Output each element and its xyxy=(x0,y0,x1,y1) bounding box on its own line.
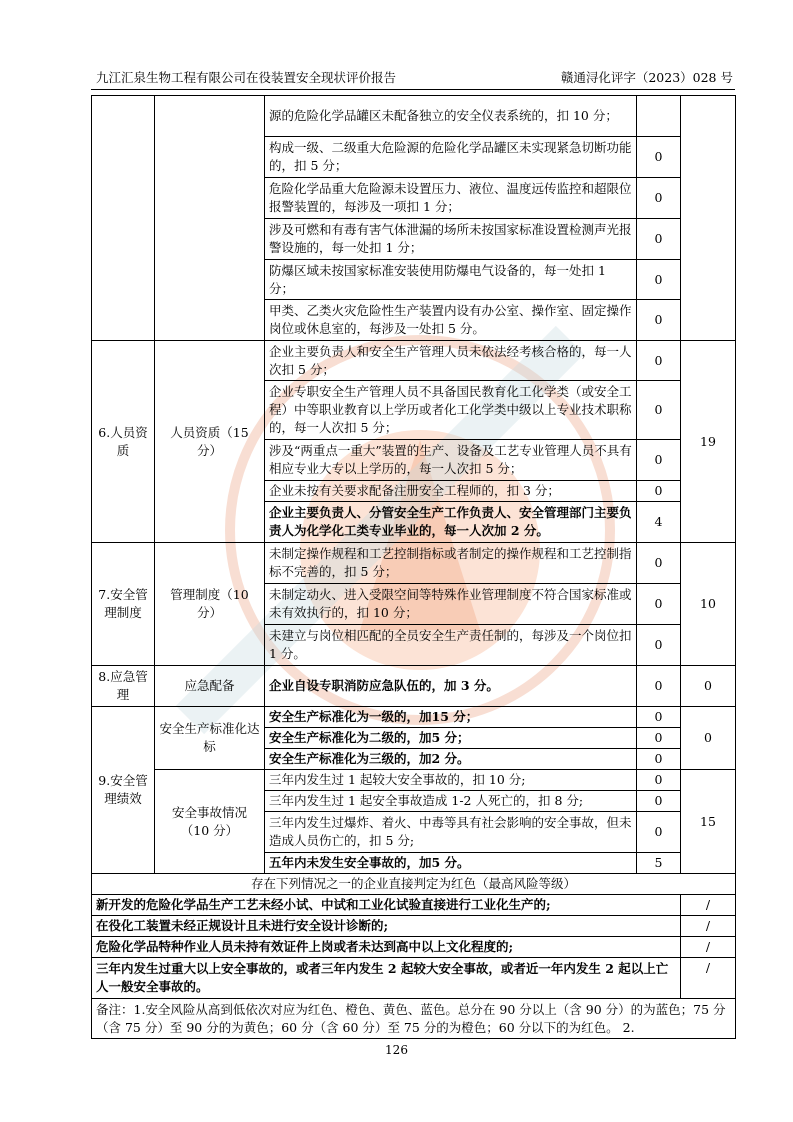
table-row xyxy=(92,666,736,707)
item-accident: 安全事故情况（10 分） xyxy=(155,770,265,874)
score-cell: 0 xyxy=(637,137,681,178)
table-row xyxy=(92,770,736,791)
score-cell: 0 xyxy=(637,178,681,219)
criterion-text: 构成一级、二级重大危险源的危险化学品罐区未实现紧急切断功能的，扣 5 分； xyxy=(265,137,637,178)
criterion-text: 企业主要负责人和安全生产管理人员未依法经考核合格的，每一人次扣 5 分； xyxy=(265,341,637,381)
criterion-text: 企业自设专职消防应急队伍的，加 3 分。 xyxy=(265,666,637,707)
red-criterion-mark: / xyxy=(681,958,736,999)
red-criteria-title: 存在下列情况之一的企业直接判定为红色（最高风险等级） xyxy=(92,874,736,895)
category-personnel: 6.人员资质 xyxy=(92,341,155,543)
score-cell: 0 xyxy=(637,791,681,812)
criterion-text: 危险化学品重大危险源未设置压力、液位、温度远传监控和超限位报警装置的，每涉及一项扣 1 分； xyxy=(265,178,637,219)
table-row xyxy=(92,895,736,916)
criterion-text: 源的危险化学品罐区未配备独立的安全仪表系统的，扣 10 分； xyxy=(265,96,637,137)
score-cell: 0 xyxy=(637,584,681,625)
criterion-text: 三年内发生过 1 起安全事故造成 1-2 人死亡的，扣 8 分; xyxy=(265,791,637,812)
category-cell-continued xyxy=(92,96,155,341)
criterion-text: 安全生产标准化为三级的，加2 分。 xyxy=(265,749,637,770)
header-document-number: 赣通浔化评字（2023）028 号 xyxy=(560,70,733,85)
score-cell: 0 xyxy=(637,812,681,853)
criterion-text: 安全生产标准化为一级的，加15 分； xyxy=(265,707,637,728)
score-cell: 5 xyxy=(637,853,681,874)
red-criterion-text: 三年内发生过重大以上安全事故的，或者三年内发生 2 起较大安全事故，或者近一年内发生 2 起以上亡人一般安全事故的。 xyxy=(92,958,681,999)
score-cell: 0 xyxy=(637,728,681,749)
criterion-text: 企业专职安全生产管理人员不具备国民教育化工化学类（或安全工程）中等职业教育以上学历或者化工化学类中级以上专业技术职称的，每一人次扣 5 分； xyxy=(265,381,637,440)
criterion-text: 甲类、乙类火灾危险性生产装置内设有办公室、操作室、固定操作岗位或休息室的，每涉及一处扣 5 分。 xyxy=(265,300,637,341)
score-cell: 0 xyxy=(637,666,681,707)
page-number: 126 xyxy=(385,1043,408,1057)
item-management-system: 管理制度（10 分） xyxy=(155,543,265,666)
score-cell: 4 xyxy=(637,502,681,543)
criterion-text: 五年内未发生安全事故的，加5 分。 xyxy=(265,853,637,874)
red-criterion-mark: / xyxy=(681,895,736,916)
header-report-title: 九江汇泉生物工程有限公司在役装置安全现状评价报告 xyxy=(96,70,397,85)
criterion-text: 未建立与岗位相匹配的全员安全生产责任制的，每涉及一个岗位扣 1 分。 xyxy=(265,625,637,666)
score-cell: 0 xyxy=(637,341,681,381)
table-row xyxy=(92,958,736,999)
score-cell: 0 xyxy=(637,625,681,666)
red-criterion-mark: / xyxy=(681,937,736,958)
table-row xyxy=(92,999,736,1039)
table-row xyxy=(92,341,736,381)
score-cell: 0 xyxy=(637,770,681,791)
criterion-text: 防爆区域未按国家标准安装使用防爆电气设备的，每一处扣 1 分； xyxy=(265,260,637,300)
score-cell xyxy=(637,96,681,137)
score-cell: 0 xyxy=(637,381,681,440)
score-cell: 0 xyxy=(637,440,681,481)
category-management-system: 7.安全管理制度 xyxy=(92,543,155,666)
total-standardization: 0 xyxy=(681,707,736,770)
score-cell: 0 xyxy=(637,707,681,728)
criterion-text: 三年内发生过 1 起较大安全事故的，扣 10 分; xyxy=(265,770,637,791)
evaluation-table xyxy=(91,95,736,1039)
red-criterion-text: 危险化学品特种作业人员未持有效证件上岗或者未达到高中以上文化程度的; xyxy=(92,937,681,958)
total-personnel: 19 xyxy=(681,341,736,543)
table-row xyxy=(92,707,736,728)
score-cell: 0 xyxy=(637,219,681,260)
table-row xyxy=(92,543,736,584)
red-criterion-text: 在役化工装置未经正规设计且未进行安全设计诊断的; xyxy=(92,916,681,937)
table-row xyxy=(92,874,736,895)
criterion-text: 未制定操作规程和工艺控制指标或者制定的操作规程和工艺控制指标不完善的，扣 5 分； xyxy=(265,543,637,584)
criterion-text: 未制定动火、进入受限空间等特殊作业管理制度不符合国家标准或未有效执行的，扣 10 分； xyxy=(265,584,637,625)
table-row xyxy=(92,916,736,937)
item-emergency: 应急配备 xyxy=(155,666,265,707)
red-criterion-text: 新开发的危险化学品生产工艺未经小试、中试和工业化试验直接进行工业化生产的; xyxy=(92,895,681,916)
red-criterion-mark: / xyxy=(681,916,736,937)
score-cell: 0 xyxy=(637,260,681,300)
total-management-system: 10 xyxy=(681,543,736,666)
criterion-text: 涉及可燃和有毒有害气体泄漏的场所未按国家标准设置检测声光报警设施的，每一处扣 1 分； xyxy=(265,219,637,260)
total-accident: 15 xyxy=(681,770,736,874)
criterion-text: 企业未按有关要求配备注册安全工程师的，扣 3 分； xyxy=(265,481,637,502)
score-cell: 0 xyxy=(637,543,681,584)
total-emergency: 0 xyxy=(681,666,736,707)
category-emergency: 8.应急管理 xyxy=(92,666,155,707)
criterion-text: 安全生产标准化为二级的，加5 分； xyxy=(265,728,637,749)
score-cell: 0 xyxy=(637,749,681,770)
criterion-text: 涉及“两重点一重大”装置的生产、设备及工艺专业管理人员不具有相应专业大专以上学历的，每一人次扣 5 分； xyxy=(265,440,637,481)
score-cell: 0 xyxy=(637,481,681,502)
table-row xyxy=(92,96,736,137)
category-safety-performance: 9.安全管理绩效 xyxy=(92,707,155,874)
table-row xyxy=(92,937,736,958)
page-header xyxy=(91,67,735,90)
criterion-text: 企业主要负责人、分管安全生产工作负责人、安全管理部门主要负责人为化学化工类专业毕业的，每一人次加 2 分。 xyxy=(265,502,637,543)
score-cell: 0 xyxy=(637,300,681,341)
total-cell-continued xyxy=(681,96,736,341)
note-cell: 备注：1.安全风险从高到低依次对应为红色、橙色、黄色、蓝色。总分在 90 分以上（含 90 分）的为蓝色；75 分（含 75 分）至 90 分的为黄色；60 分（含 60 分）至 75 分的为橙色；60 分以下的为红色。 2. xyxy=(92,999,736,1039)
item-cell-continued xyxy=(155,96,265,341)
item-personnel-qualification: 人员资质（15 分） xyxy=(155,341,265,543)
criterion-text: 三年内发生过爆炸、着火、中毒等具有社会影响的安全事故，但未造成人员伤亡的，扣 5 分; xyxy=(265,812,637,853)
item-standardization: 安全生产标准化达标 xyxy=(155,707,265,770)
